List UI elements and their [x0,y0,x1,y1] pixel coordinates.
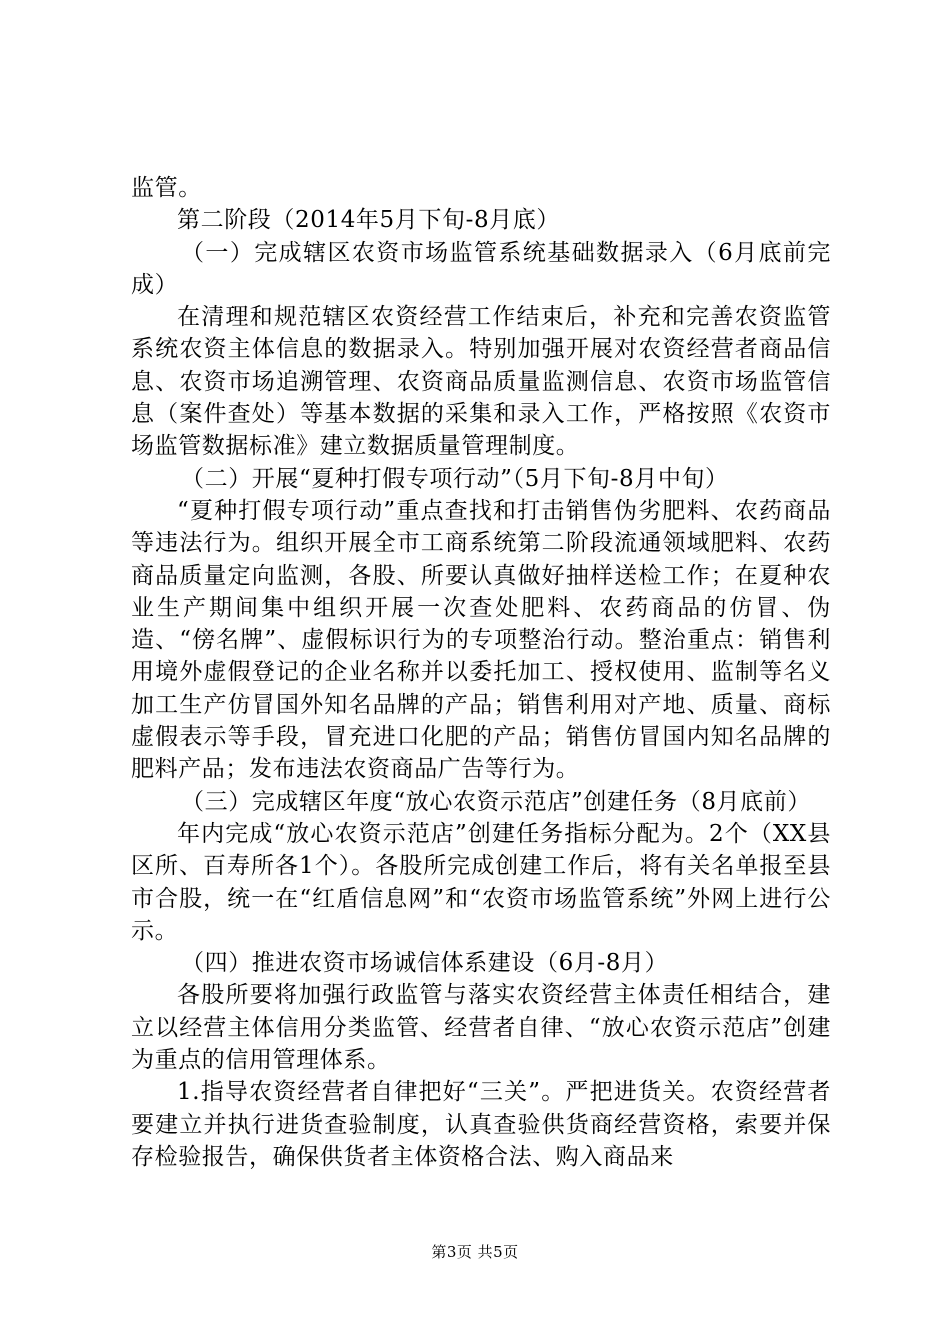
paragraph-summer-action: “夏种打假专项行动”重点查找和打击销售伪劣肥料、农药商品等违法行为。组织开展全市工商系统第二阶段流通领域肥料、农药商品质量定向监测，各股、所要认真做好抽样送检工作；在夏种农业生产期间集中组织开展一次查处肥料、农药商品的仿冒、伪造、“傍名牌”、虚假标识行为的专项整治行动。整治重点：销售利用境外虚假登记的企业名称并以委托加工、授权使用、监制等名义加工生产仿冒国外知名品牌的产品；销售利用对产地、质量、商标虚假表示等手段，冒充进口化肥的产品；销售仿冒国内知名品牌的肥料产品；发布违法农资商品广告等行为。 [131,497,831,783]
section-heading-1: （一）完成辖区农资市场监管系统基础数据录入（6月底前完成） [131,239,831,298]
page-number-footer: 第3页 共5页 [431,1243,519,1261]
section-heading-2: （二）开展“夏种打假专项行动”（5月下旬-8月中旬） [181,465,729,492]
section-heading-3: （三）完成辖区年度“放心农资示范店”创建任务（8月底前） [181,788,811,815]
section-heading-4: （四）推进农资市场诚信体系建设（6月-8月） [181,950,669,977]
paragraph-data-entry: 在清理和规范辖区农资经营工作结束后，补充和完善农资监管系统农资主体信息的数据录入。特别加强开展对农资经营者商品信息、农资市场追溯管理、农资商品质量监测信息、农资市场监管信息（案件查处）等基本数据的采集和录入工作，严格按照《农资市场监管数据标准》建立数据质量管理制度。 [131,304,831,460]
stage-heading: 第二阶段（2014年5月下旬-8月底） [177,207,560,234]
document-body [131,172,831,1173]
paragraph-three-checks: 1.指导农资经营者自律把好“三关”。严把进货关。农资经营者要建立并执行进货查验制度，认真查验供货商经营资格，索要并保存检验报告，确保供货者主体资格合法、购入商品来 [131,1079,831,1170]
paragraph-demo-store: 年内完成“放心农资示范店”创建任务指标分配为。2个（XX县区所、百寿所各1个）。各股所完成创建工作后，将有关名单报至县市合股，统一在“红盾信息网”和“农资市场监管系统”外网上进行公示。 [131,820,831,944]
paragraph-credit-system: 各股所要将加强行政监管与落实农资经营主体责任相结合，建立以经营主体信用分类监管、经营者自律、“放心农资示范店”创建为重点的信用管理体系。 [131,982,831,1074]
paragraph-continuation: 监管。 [131,175,202,201]
